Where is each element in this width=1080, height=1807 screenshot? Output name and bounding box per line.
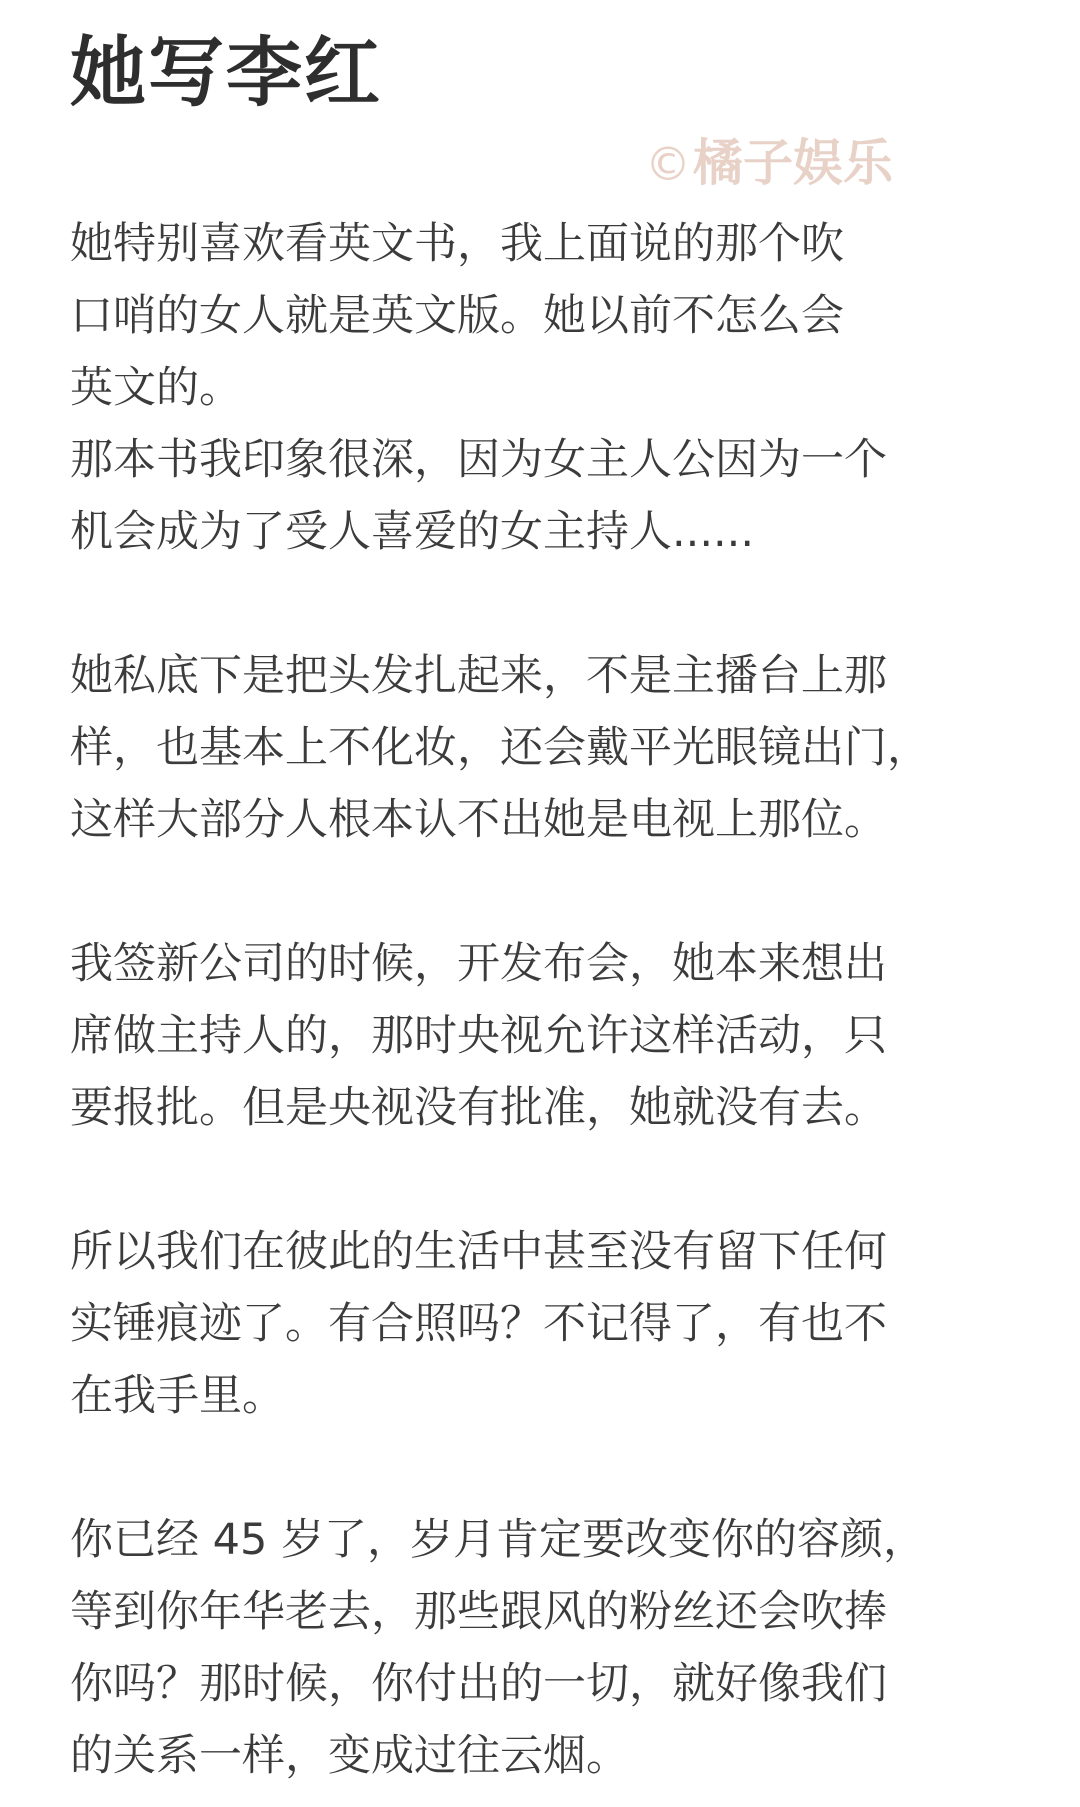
text-line: 机会成为了受人喜爱的女主持人...... [70,507,755,557]
text-line: 我签新公司的时候，开发布会，她本来想出 [70,939,887,989]
paragraph-5 [70,1504,1070,1792]
text-line: 口哨的女人就是英文版。她以前不怎么会 [70,291,844,341]
text-line: 等到你年华老去，那些跟风的粉丝还会吹捧 [70,1587,887,1637]
paragraph-2 [70,640,1070,856]
watermark [645,128,893,199]
paragraph-gap [70,568,1070,640]
text-line: 你已经 45 岁了，岁月肯定要改变你的容颜， [70,1515,927,1565]
paragraph-gap [70,1432,1070,1504]
article-body [70,208,1070,1792]
text-line: 要报批。但是央视没有批准，她就没有去。 [70,1083,887,1133]
text-line: 在我手里。 [70,1371,285,1421]
text-line: 她特别喜欢看英文书，我上面说的那个吹 [70,219,844,269]
text-line: 实锤痕迹了。有合照吗？不记得了，有也不 [70,1299,887,1349]
text-line: 这样大部分人根本认不出她是电视上那位。 [70,795,887,845]
paragraph-gap [70,1144,1070,1216]
text-line: 席做主持人的，那时央视允许这样活动，只 [70,1011,887,1061]
text-line: 她私底下是把头发扎起来，不是主播台上那 [70,651,887,701]
copyright-icon: © [645,137,691,191]
paragraph-1 [70,208,1070,568]
text-line: 的关系一样，变成过往云烟。 [70,1731,629,1781]
text-line: 所以我们在彼此的生活中甚至没有留下任何 [70,1227,887,1277]
watermark-text: 橘子娱乐 [693,134,893,192]
text-line: 样，也基本上不化妆，还会戴平光眼镜出门， [70,723,930,773]
text-line: 英文的。 [70,363,242,413]
paragraph-3 [70,928,1070,1144]
paragraph-gap [70,856,1070,928]
text-line: 那本书我印象很深，因为女主人公因为一个 [70,435,887,485]
text-line: 你吗？那时候，你付出的一切，就好像我们 [70,1659,887,1709]
paragraph-4 [70,1216,1070,1432]
article-title: 她写李红 [70,28,382,117]
